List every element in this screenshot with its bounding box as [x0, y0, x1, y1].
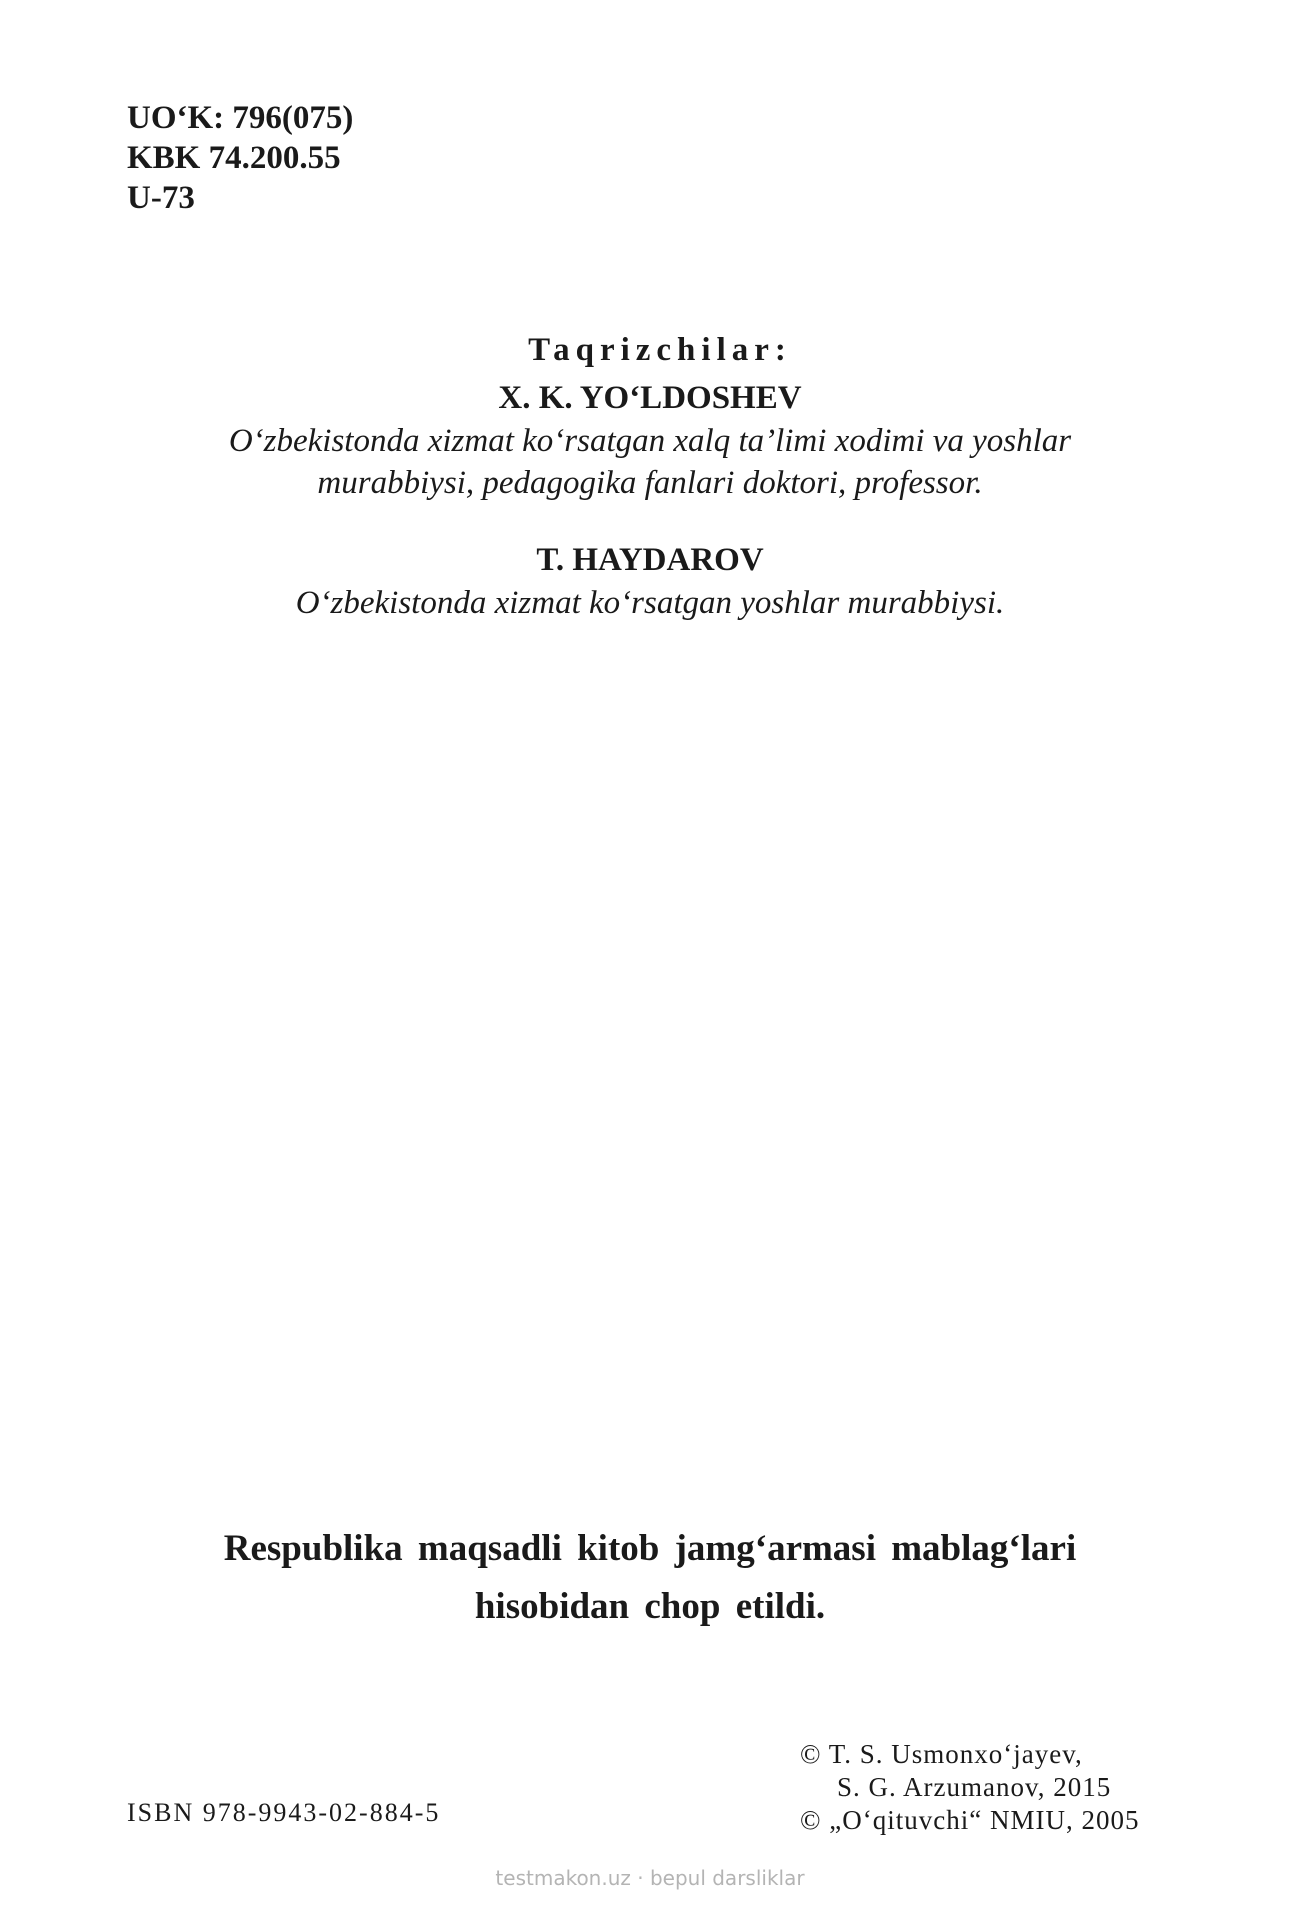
- classification-codes: [127, 98, 353, 218]
- reviewer-name: X. K. YO‘LDOSHEV: [498, 380, 802, 416]
- reviewers-section: [0, 330, 1300, 624]
- source-footer: testmakon.uz · bepul darsliklar: [495, 1866, 805, 1890]
- reviewer-entry: [0, 376, 1300, 504]
- reviewers-heading: Taqrizchilar:: [528, 332, 792, 368]
- copyright-line: S. G. Arzumanov, 2015: [837, 1772, 1112, 1802]
- funding-statement: [0, 1520, 1300, 1636]
- kbk-code: KBK 74.200.55: [127, 140, 341, 176]
- funding-line: Respublika maqsadli kitob jamg‘armasi mablag‘lari: [223, 1528, 1077, 1569]
- copyright-line: © T. S. Usmonxo‘jayev,: [800, 1739, 1083, 1769]
- reviewer-description: O‘zbekistonda xizmat ko‘rsatgan xalq ta’limi xodimi va yoshlar: [228, 423, 1072, 459]
- copyright-line: © „O‘qituvchi“ NMIU, 2005: [800, 1805, 1140, 1835]
- isbn-number: ISBN 978-9943-02-884-5: [127, 1798, 441, 1827]
- uok-code: UO‘K: 796(075): [127, 100, 354, 136]
- copyright-block: [800, 1738, 1139, 1837]
- reviewer-name: T. HAYDAROV: [536, 542, 764, 578]
- funding-line: hisobidan chop etildi.: [474, 1586, 826, 1627]
- reviewer-entry: [0, 538, 1300, 624]
- reviewer-description: O‘zbekistonda xizmat ko‘rsatgan yoshlar murabbiysi.: [295, 585, 1005, 621]
- catalog-code: U-73: [127, 180, 195, 216]
- reviewer-description: murabbiysi, pedagogika fanlari doktori, professor.: [317, 465, 983, 501]
